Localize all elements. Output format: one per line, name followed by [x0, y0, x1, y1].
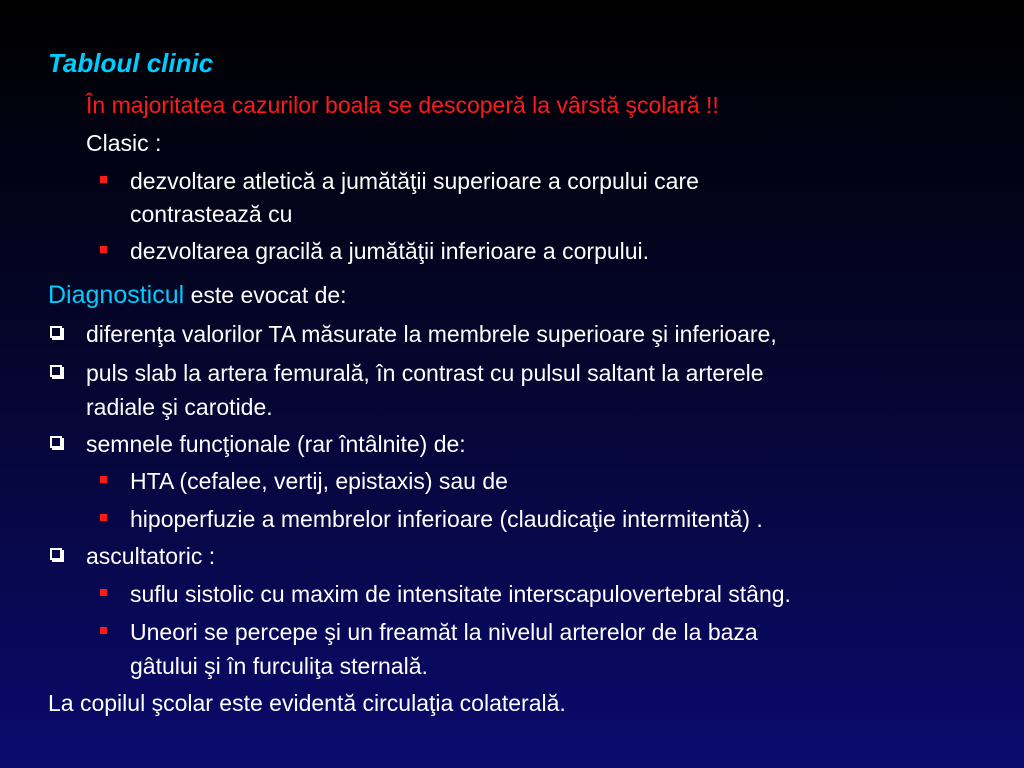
ascult-item-2-line-2: gâtului şi în furculiţa sternală.	[130, 653, 428, 679]
box-bullet-icon	[50, 326, 62, 338]
box-bullet-icon	[50, 436, 62, 448]
red-square-bullet-icon	[100, 514, 107, 521]
clasic-label: Clasic :	[86, 130, 162, 156]
red-square-bullet-icon	[100, 246, 107, 253]
intro-red-text: În majoritatea cazurilor boala se descoperă la vârstă şcolară !!	[86, 92, 719, 118]
ascult-item-1: suflu sistolic cu maxim de intensitate interscapulovertebral stâng.	[130, 581, 791, 607]
clasic-item-1-line-1: dezvoltare atletică a jumătăţii superioare a corpului care	[130, 168, 699, 194]
functional-item-2: hipoperfuzie a membrelor inferioare (claudicaţie intermitentă) .	[130, 506, 763, 532]
box-bullet-icon	[50, 365, 62, 377]
diag-item-2-line-1: puls slab la artera femurală, în contrast cu pulsul saltant la arterele	[86, 360, 764, 386]
clasic-item-2: dezvoltarea gracilă a jumătăţii inferioare a corpului.	[130, 238, 650, 264]
box-bullet-icon	[50, 548, 62, 560]
red-square-bullet-icon	[100, 476, 107, 483]
diagnostic-rest: este evocat de:	[184, 282, 347, 308]
closing-text: La copilul şcolar este evidentă circulaţia colaterală.	[48, 690, 566, 716]
diagnostic-heading	[48, 282, 347, 308]
red-square-bullet-icon	[100, 627, 107, 634]
clasic-item-1-line-2: contrastează cu	[130, 201, 293, 227]
diag-item-1: diferenţa valorilor TA măsurate la membrele superioare şi inferioare,	[86, 321, 777, 347]
functional-item-1: HTA (cefalee, vertij, epistaxis) sau de	[130, 468, 508, 494]
ascult-item-2-line-1: Uneori se percepe şi un freamăt la nivelul arterelor de la baza	[130, 619, 758, 645]
ascult-label: ascultatoric :	[86, 543, 216, 569]
red-square-bullet-icon	[100, 176, 107, 183]
diag-item-3: semnele funcţionale (rar întâlnite) de:	[86, 431, 466, 457]
slide-title: Tabloul clinic	[48, 48, 214, 78]
diag-item-2-line-2: radiale şi carotide.	[86, 394, 273, 420]
diagnostic-keyword: Diagnosticul	[48, 281, 185, 309]
red-square-bullet-icon	[100, 589, 107, 596]
